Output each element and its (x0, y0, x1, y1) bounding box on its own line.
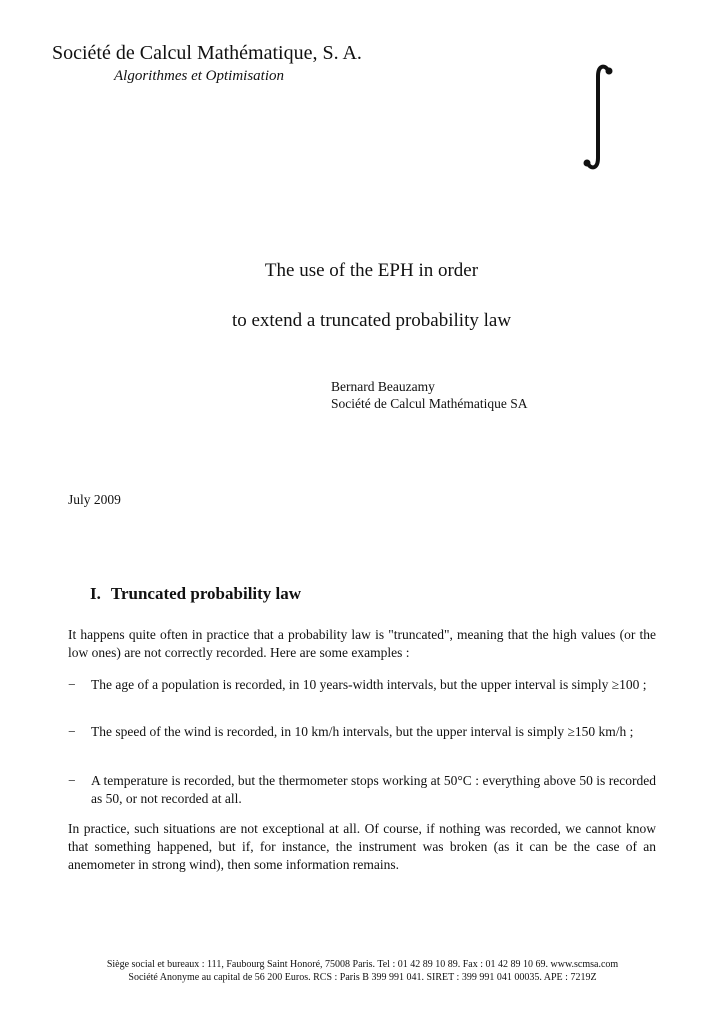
list-item-text: The speed of the wind is recorded, in 10 km/h intervals, but the upper interval is simply ≥150 km/h ; (91, 724, 634, 739)
company-name: Société de Calcul Mathématique, S. A. (52, 42, 362, 64)
author-block (331, 378, 527, 412)
closing-paragraph: In practice, such situations are not exceptional at all. Of course, if nothing was recorded, we cannot know that something happened, but if, for instance, the instrument was broken (as it can be the case of an anemometer in strong wind), then some information remains. (68, 821, 656, 872)
list-item-text: The age of a population is recorded, in 10 years-width intervals, but the upper interval is simply ≥100 ; (91, 677, 647, 692)
document-date: July 2009 (68, 492, 121, 507)
list-bullet: − (68, 773, 76, 788)
list-item (68, 676, 656, 694)
list-item (68, 723, 656, 741)
list-item (68, 772, 656, 808)
list-bullet: − (68, 677, 76, 692)
document-title-line-1: The use of the EPH in order (264, 260, 479, 281)
author-name: Bernard Beauzamy (331, 379, 435, 394)
footer-legal: Société Anonyme au capital de 56 200 Euros. RCS : Paris B 399 991 041. SIRET : 399 991 041 00035. APE : 7219Z (128, 972, 597, 983)
section-title: Truncated probability law (110, 584, 302, 603)
document-title-line-2: to extend a truncated probability law (231, 310, 512, 331)
author-affiliation: Société de Calcul Mathématique SA (331, 396, 528, 411)
company-subtitle: Algorithmes et Optimisation (114, 68, 284, 84)
integral-sign-logo-icon (578, 62, 618, 172)
footer-address: Siège social et bureaux : 111, Faubourg Saint Honoré, 75008 Paris. Tel : 01 42 89 10 89. Fax : 01 42 89 10 69. www.scmsa.com (106, 959, 619, 970)
list-item-text: A temperature is recorded, but the thermometer stops working at 50°C : everything above 50 is recorded as 50, or not recorded at all. (91, 773, 656, 806)
list-bullet: − (68, 724, 76, 739)
section-heading (90, 584, 301, 604)
intro-paragraph: It happens quite often in practice that a probability law is "truncated", meaning that the high values (or the low ones) are not correctly recorded. Here are some examples : (68, 627, 656, 660)
section-number: I. (90, 584, 101, 603)
